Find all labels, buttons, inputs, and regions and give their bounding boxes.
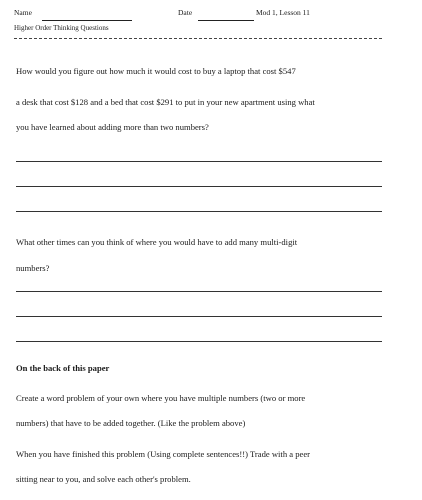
answer-line[interactable] (16, 316, 382, 317)
answer-line[interactable] (16, 211, 382, 212)
back-paragraph-2-line-2: sitting near to you, and solve each other's problem. (16, 474, 191, 484)
answer-line[interactable] (16, 186, 382, 187)
page-subtitle: Higher Order Thinking Questions (14, 24, 109, 32)
question-2-line-2: numbers? (16, 263, 50, 273)
lesson-label: Mod 1, Lesson 11 (256, 8, 310, 17)
dashed-divider (14, 38, 382, 39)
name-label: Name (14, 8, 32, 17)
question-1-line-1: How would you figure out how much it would cost to buy a laptop that cost $547 (16, 66, 296, 76)
back-heading: On the back of this paper (16, 363, 110, 373)
date-blank[interactable] (198, 8, 254, 26)
question-2-line-1: What other times can you think of where you would have to add many multi-digit (16, 237, 298, 247)
question-1-line-2: a desk that cost $128 and a bed that cost $291 to put in your new apartment using what (16, 97, 315, 107)
answer-line[interactable] (16, 341, 382, 342)
date-label: Date (178, 8, 193, 17)
question-1-line-3: you have learned about adding more than two numbers? (16, 122, 209, 132)
answer-line[interactable] (16, 161, 382, 162)
answer-line[interactable] (16, 291, 382, 292)
back-paragraph-2-line-1: When you have finished this problem (Using complete sentences!!) Trade with a peer (16, 449, 311, 459)
back-paragraph-1-line-1: Create a word problem of your own where you have multiple numbers (two or more (16, 393, 306, 403)
back-paragraph-1-line-2: numbers) that have to be added together. (Like the problem above) (16, 418, 246, 428)
